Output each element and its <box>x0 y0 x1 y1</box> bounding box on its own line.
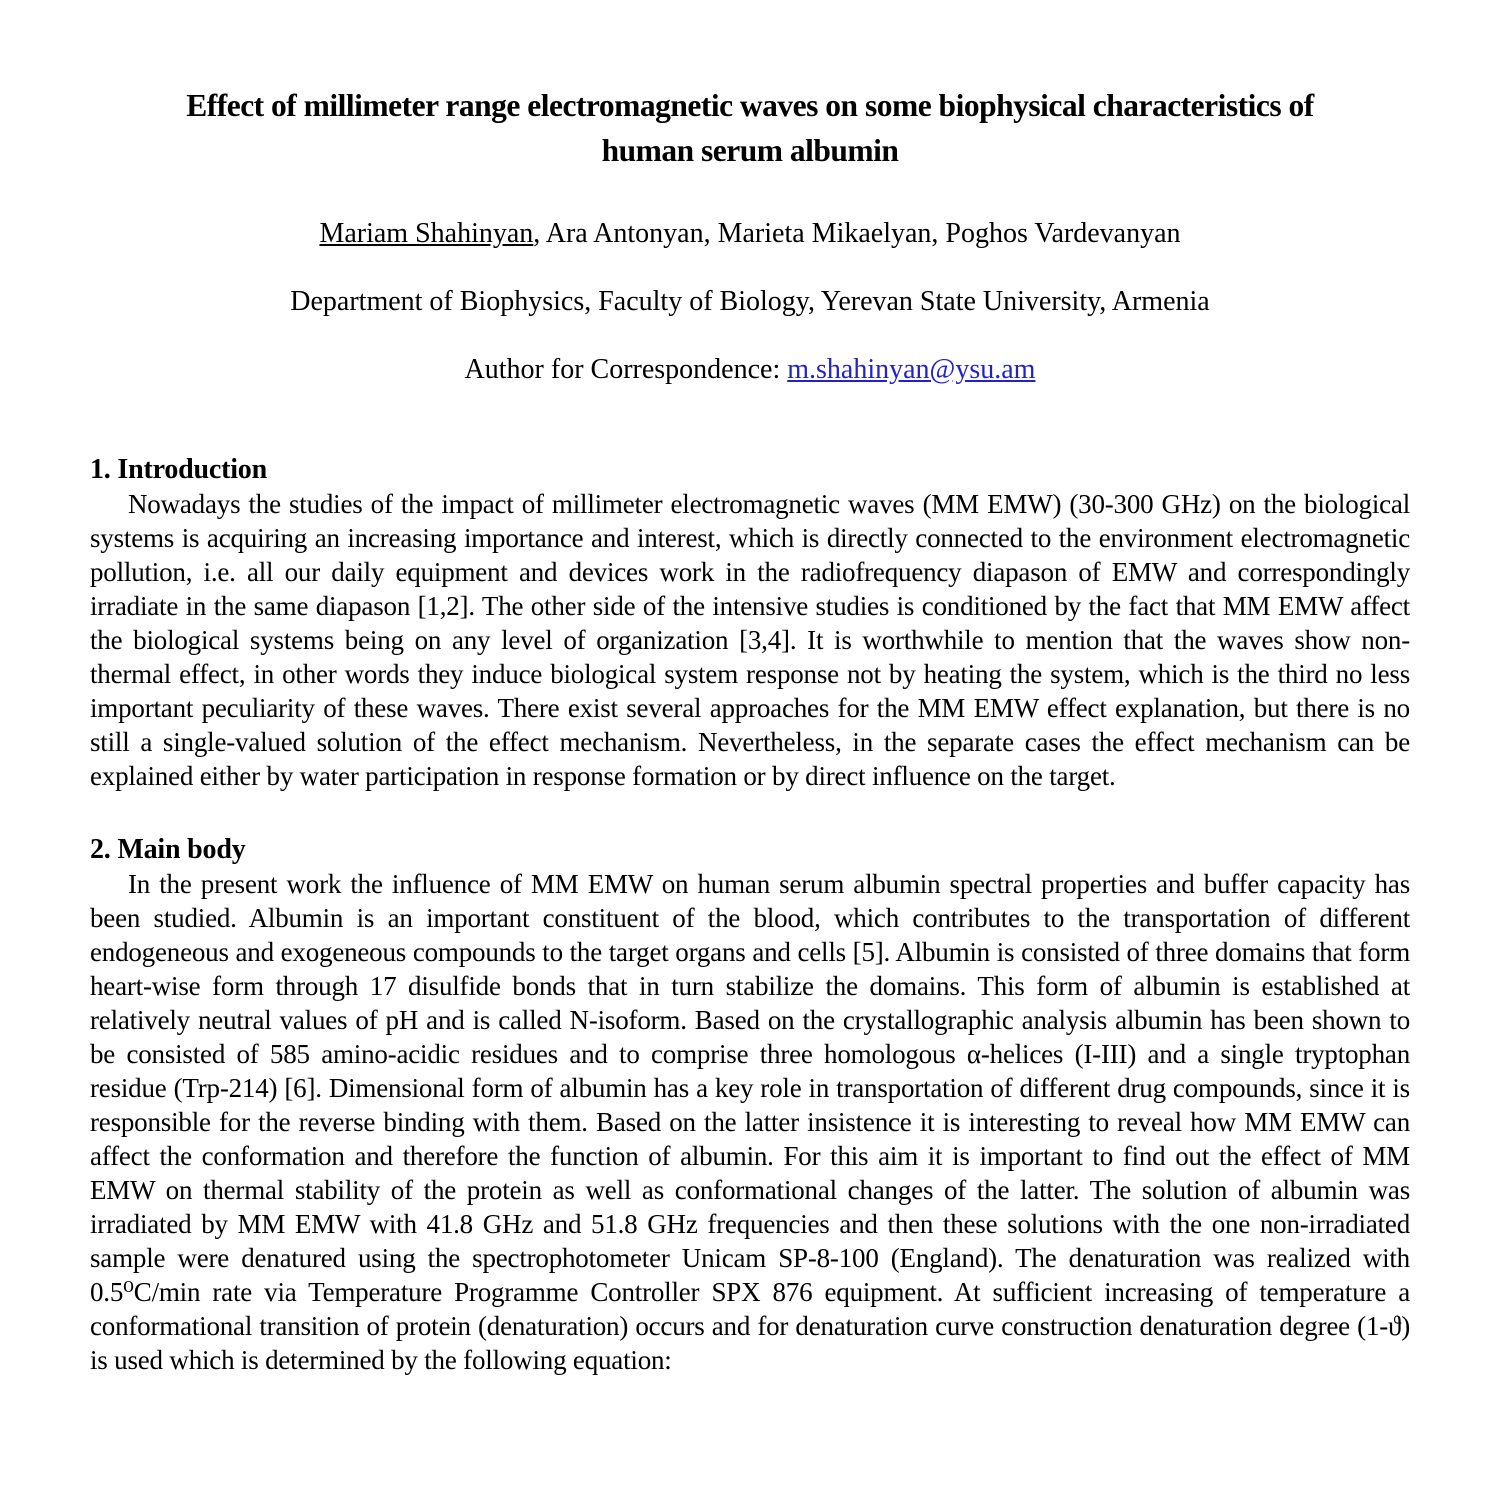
paragraph-main-body: In the present work the influence of MM EMW on human serum albumin spectral properties and buffer capacity has been studied. Albumin is an important constituent of the blood, which contributes to the transportation of different endogeneous and exogeneous compounds to the target organs and cells [5]. Albumin is consisted of three domains that form heart-wise form through 17 disulfide bonds that in turn stabilize the domains. This form of albumin is established at relatively neutral values of pH and is called N-isoform. Based on the crystallographic analysis albumin has been shown to be consisted of 585 amino-acidic residues and to comprise three homologous α-helices (I-III) and a single tryptophan residue (Trp-214) [6]. Dimensional form of albumin has a key role in transportation of different drug compounds, since it is responsible for the reverse binding with them. Based on the latter insistence it is interesting to reveal how MM EMW can affect the conformation and therefore the function of albumin. For this aim it is important to find out the effect of MM EMW on thermal stability of the protein as well as conformational changes of the latter. The solution of albumin was irradiated by MM EMW with 41.8 GHz and 51.8 GHz frequencies and then these solutions with the one non-irradiated sample were denatured using the spectrophotometer Unicam SP-8-100 (England). The denaturation was realized with 0.5⁰C/min rate via Temperature Programme Controller SPX 876 equipment. At sufficient increasing of temperature a conformational transition of protein (denaturation) occurs and for denaturation curve construction denaturation degree (1-ϑ) is used which is determined by the following equation: <box>90 869 1410 1375</box>
correspondence-line <box>90 353 1410 387</box>
authors-rest: , Ara Antonyan, Marieta Mikaelyan, Poghos Vardevanyan <box>533 218 1181 249</box>
author-corresponding: Mariam Shahinyan <box>319 218 534 249</box>
section-heading-introduction: 1. Introduction <box>90 454 267 485</box>
paragraph-introduction: Nowadays the studies of the impact of millimeter electromagnetic waves (MM EMW) (30-300 GHz) on the biological systems is acquiring an increasing importance and interest, which is directly connected to the environment electromagnetic pollution, i.e. all our daily equipment and devices work in the radiofrequency diapason of EMW and correspondingly irradiate in the same diapason [1,2]. The other side of the intensive studies is conditioned by the fact that MM EMW affect the biological systems being on any level of organization [3,4]. It is worthwhile to mention that the waves show non-thermal effect, in other words they induce biological system response not by heating the system, which is the third no less important peculiarity of these waves. There exist several approaches for the MM EMW effect explanation, but there is no still a single-valued solution of the effect mechanism. Nevertheless, in the separate cases the effect mechanism can be explained either by water participation in response formation or by direct influence on the target. <box>90 489 1410 791</box>
paper-title-line-1: Effect of millimeter range electromagnetic waves on some biophysical characteristics of <box>186 88 1314 123</box>
correspondence-label: Author for Correspondence: <box>464 354 788 385</box>
paper-title-line-2: human serum albumin <box>601 133 899 168</box>
section-heading-main-body: 2. Main body <box>90 834 246 865</box>
affiliation-line: Department of Biophysics, Faculty of Biology, Yerevan State University, Armenia <box>290 286 1210 317</box>
correspondence-email-link[interactable]: m.shahinyan@ysu.am <box>787 354 1036 385</box>
paper-title <box>90 83 1410 173</box>
authors-line <box>90 217 1410 251</box>
